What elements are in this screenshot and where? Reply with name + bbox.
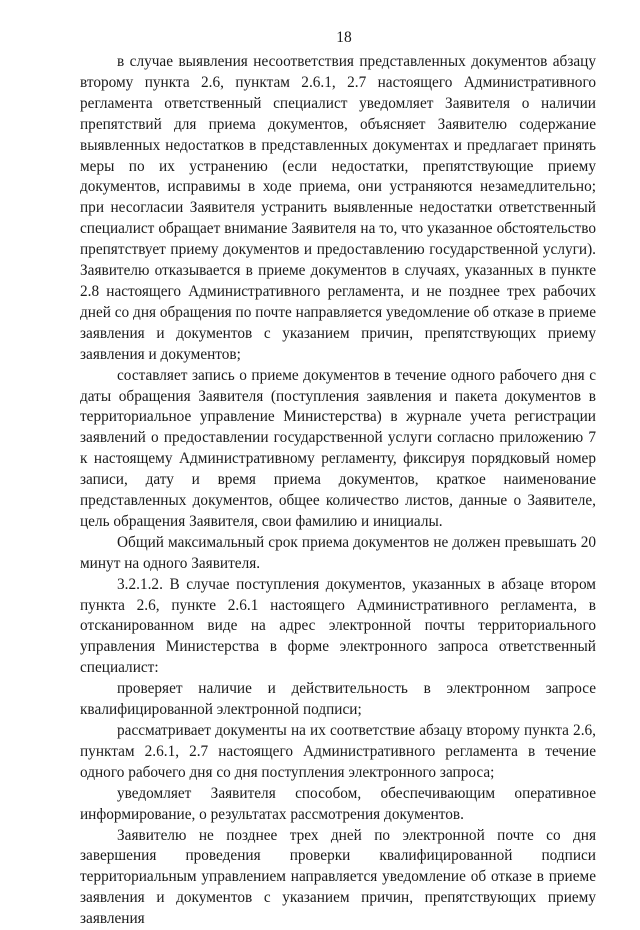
body-text [80,52,596,930]
paragraph-section-3-2-1-2: 3.2.1.2. В случае поступления документов, указанных в абзаце втором пункта 2.6, пункте 2.6.1 настоящего Административного регламента, в отсканированном виде на адрес электронной почты территориального управления Министерства в форме электронного запроса ответственный специалист: [80,575,596,677]
paragraph-refusal-notice: Заявителю не позднее трех дней по электронной почте со дня завершения проведения проверки квалифицированной подписи территориальным управлением направляется уведомление об отказе в приеме заявления и документов с указанием причин, препятствующих приему заявления [80,826,596,928]
paragraph-journal-record: составляет запись о приеме документов в течение одного рабочего дня с даты обращения Заявителя (поступления заявления и пакета документов в территориальное управление Министерства) в журнале учета регистрации заявлений о предоставлении государственной услуги согласно приложению 7 к настоящему Административному регламенту, фиксируя порядковый номер записи, дату и время приема документов, краткое наименование представленных документов, общее количество листов, данные о Заявителе, цель обращения Заявителя, свои фамилию и инициалы. [80,366,596,530]
paragraph-max-duration: Общий максимальный срок приема документов не должен превышать 20 минут на одного Заявителя. [80,533,596,572]
paragraph-notify-applicant: уведомляет Заявителя способом, обеспечивающим оперативное информирование, о результатах рассмотрения документов. [80,784,596,823]
paragraph-check-signature: проверяет наличие и действительность в электронном запросе квалифицированной электронной подписи; [80,680,596,719]
page-number: 18 [336,29,352,46]
paragraph-review-documents: рассматривает документы на их соответствие абзацу второму пункта 2.6, пунктам 2.6.1, 2.7 настоящего Административного регламента в течение одного рабочего дня со дня поступления электронного запроса; [80,722,596,781]
paragraph-defects-notice: в случае выявления несоответствия представленных документов абзацу второму пункта 2.6, пунктам 2.6.1, 2.7 настоящего Административного регламента ответственный специалист уведомляет Заявителя о наличии препятствий для приема документов, объясняет Заявителю содержание выявленных недостатков в представленных документах и предлагает принять меры по их устранению (если недостатки, препятствующие приему документов, исправимы в ходе приема, они устраняются незамедлительно; при несогласии Заявителя устранить выявленные недостатки ответственный специалист обращает внимание Заявителя на то, что указанное обстоятельство препятствует приему документов и предоставлению государственной услуги). Заявителю отказывается в приеме документов в случаях, указанных в пункте 2.8 настоящего Административного регламента, и не позднее трех рабочих дней со дня обращения по почте направляется уведомление об отказе в приеме заявления и документов с указанием причин, препятствующих приему заявления и документов; [80,53,596,363]
